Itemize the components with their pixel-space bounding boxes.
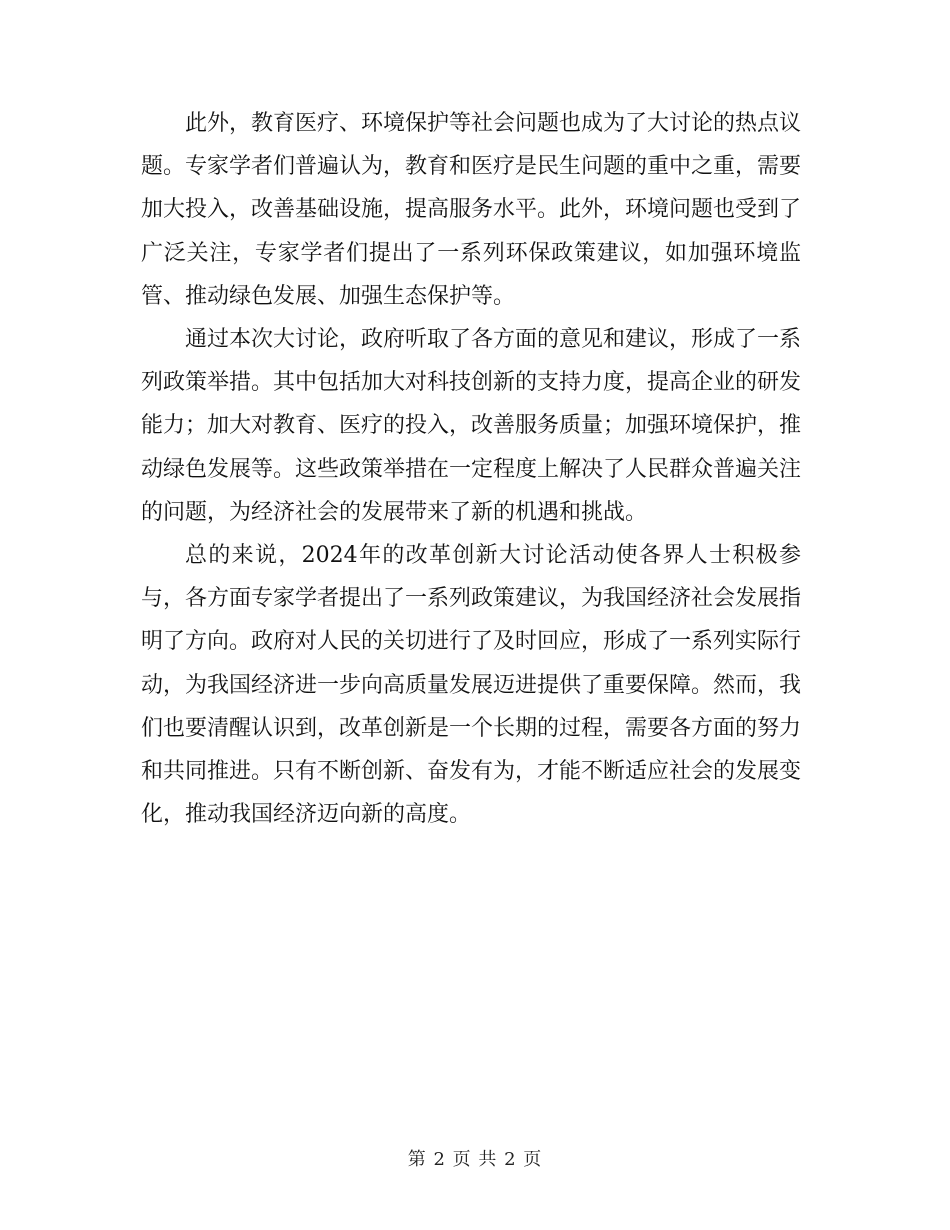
- paragraph-2: 通过本次大讨论，政府听取了各方面的意见和建议，形成了一系列政策举措。其中包括加大对科技创新的支持力度，提高企业的研发能力；加大对教育、医疗的投入，改善服务质量；加强环境保护，推动绿色发展等。这些政策举措在一定程度上解决了人民群众普遍关注的问题，为经济社会的发展带来了新的机遇和挑战。: [141, 327, 802, 525]
- paragraph-3: 总的来说，2024年的改革创新大讨论活动使各界人士积极参与，各方面专家学者提出了一系列政策建议，为我国经济社会发展指明了方向。政府对人民的关切进行了及时回应，形成了一系列实际行动，为我国经济进一步向高质量发展迈进提供了重要保障。然而，我们也要清醒认识到，改革创新是一个长期的过程，需要各方面的努力和共同推进。只有不断创新、奋发有为，才能不断适应社会的发展变化，推动我国经济迈向新的高度。: [141, 543, 802, 828]
- document-body: [141, 102, 801, 836]
- page-number-footer: 第 2 页 共 2 页: [407, 1149, 543, 1170]
- paragraph-1: 此外，教育医疗、环境保护等社会问题也成为了大讨论的热点议题。专家学者们普遍认为，教育和医疗是民生问题的重中之重，需要加大投入，改善基础设施，提高服务水平。此外，环境问题也受到了广泛关注，专家学者们提出了一系列环保政策建议，如加强环境监管、推动绿色发展、加强生态保护等。: [141, 111, 802, 309]
